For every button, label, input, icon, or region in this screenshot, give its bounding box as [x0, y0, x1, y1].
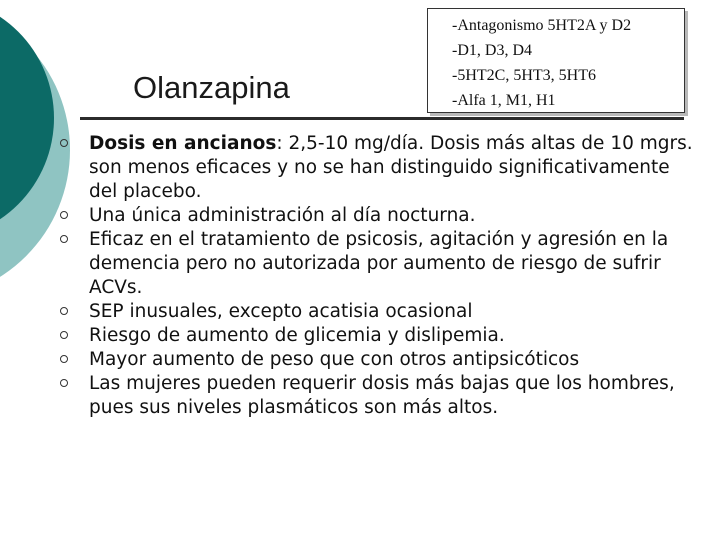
list-item	[60, 324, 700, 348]
bullet-circle-icon	[60, 139, 68, 147]
bullet-bold-text: Dosis en ancianos	[89, 133, 277, 154]
list-item	[60, 132, 700, 204]
bullet-text: Las mujeres pueden requerir dosis más bajas que los hombres, pues sus niveles plasmáticos son más altos.	[89, 373, 675, 418]
bullet-text: Riesgo de aumento de glicemia y dislipemia.	[89, 325, 505, 346]
bullet-circle-icon	[60, 355, 68, 363]
list-item	[60, 204, 700, 228]
bullet-text: Eficaz en el tratamiento de psicosis, agitación y agresión en la demencia pero no autorizada por aumento de riesgo de sufrir ACVs.	[89, 229, 669, 298]
list-item	[60, 348, 700, 372]
bullet-circle-icon	[60, 235, 68, 243]
box-line: -5HT2C, 5HT3, 5HT6	[452, 67, 596, 84]
slide-title: Olanzapina	[133, 70, 290, 105]
list-item	[60, 300, 700, 324]
bullet-text: SEP inusuales, excepto acatisia ocasional	[89, 301, 473, 322]
box-line: -D1, D3, D4	[452, 42, 532, 59]
bullet-circle-icon	[60, 307, 68, 315]
box-line: -Antagonismo 5HT2A y D2	[452, 17, 632, 34]
box-line: -Alfa 1, M1, H1	[452, 92, 556, 109]
bullet-text: Una única administración al día nocturna.	[89, 205, 476, 226]
receptor-info-box	[427, 8, 685, 113]
bullet-list	[60, 132, 700, 420]
bullet-circle-icon	[60, 211, 68, 219]
bullet-circle-icon	[60, 331, 68, 339]
list-item	[60, 228, 700, 300]
bullet-text: : 2,5-10 mg/día. Dosis más altas de 10 mgrs. son menos eficaces y no se han distinguido significativamente del placebo.	[89, 133, 693, 202]
list-item	[60, 372, 700, 420]
title-divider	[80, 117, 684, 120]
bullet-text: Mayor aumento de peso que con otros antipsicóticos	[89, 349, 580, 370]
bullet-circle-icon	[60, 379, 68, 387]
